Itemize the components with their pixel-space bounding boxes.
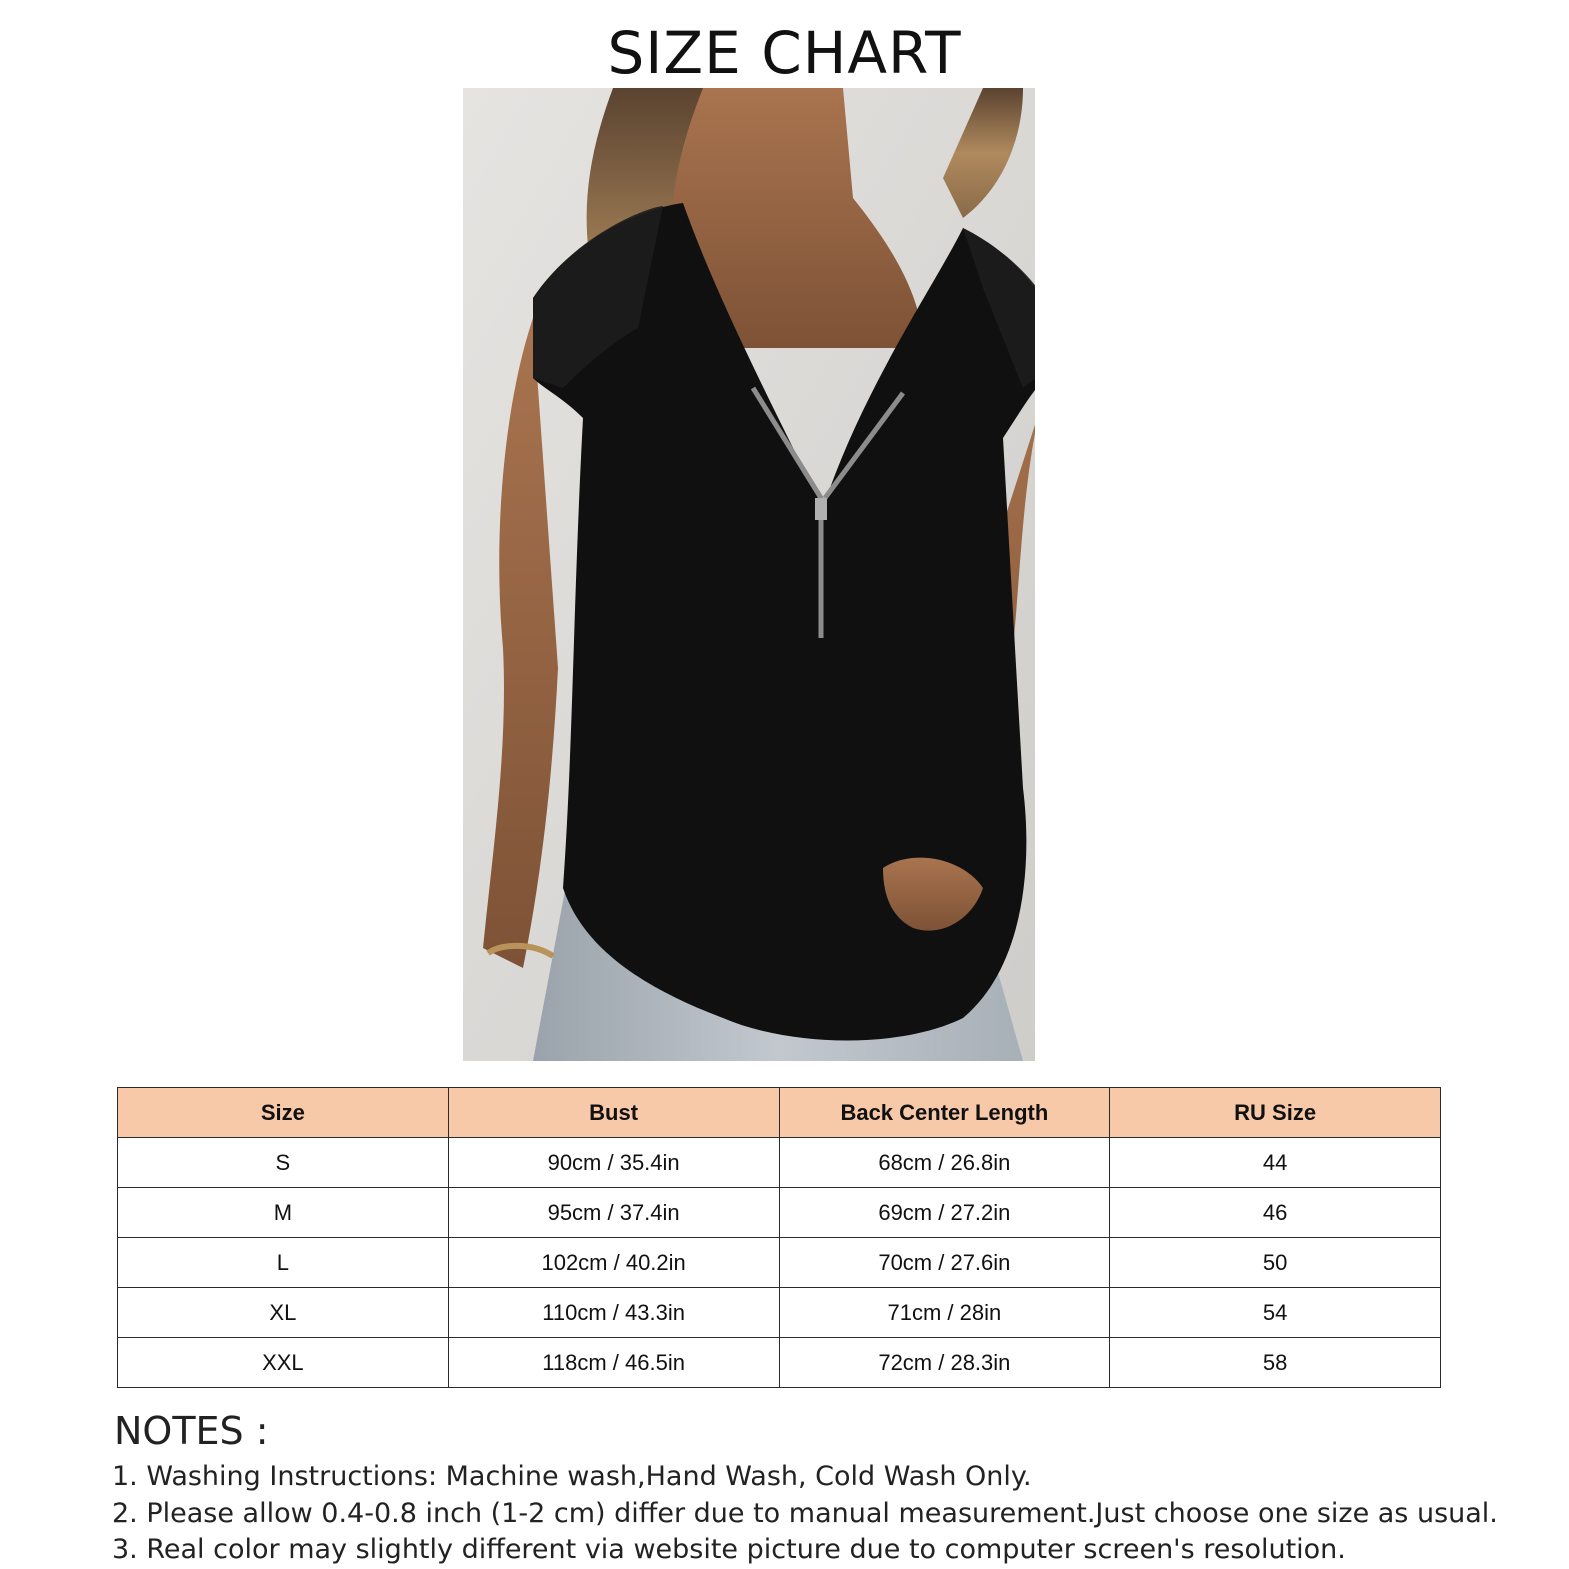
column-header-ru-size: RU Size [1110, 1088, 1441, 1138]
table-cell: 68cm / 26.8in [779, 1138, 1110, 1188]
table-cell: M [118, 1188, 449, 1238]
column-header-back-center-length: Back Center Length [779, 1088, 1110, 1138]
table-row [118, 1288, 1441, 1338]
table-cell: L [118, 1238, 449, 1288]
notes-list [112, 1459, 1498, 1569]
notes-heading: NOTES : [114, 1409, 269, 1453]
table-cell: 70cm / 27.6in [779, 1238, 1110, 1288]
size-table [117, 1087, 1441, 1388]
product-photo [463, 88, 1035, 1061]
table-cell: 110cm / 43.3in [448, 1288, 779, 1338]
table-cell: 71cm / 28in [779, 1288, 1110, 1338]
table-cell: 50 [1110, 1238, 1441, 1288]
table-cell: 44 [1110, 1138, 1441, 1188]
table-cell: 46 [1110, 1188, 1441, 1238]
table-cell: 72cm / 28.3in [779, 1338, 1110, 1388]
table-cell: 118cm / 46.5in [448, 1338, 779, 1388]
table-cell: 90cm / 35.4in [448, 1138, 779, 1188]
table-row [118, 1338, 1441, 1388]
note-item: 2. Please allow 0.4-0.8 inch (1-2 cm) differ due to manual measurement.Just choose one size as usual. [112, 1497, 1498, 1529]
column-header-size: Size [118, 1088, 449, 1138]
table-cell: 54 [1110, 1288, 1441, 1338]
table-row [118, 1138, 1441, 1188]
note-item: 3. Real color may slightly different via website picture due to computer screen's resolution. [112, 1534, 1346, 1565]
table-row [118, 1188, 1441, 1238]
table-cell: XXL [118, 1338, 449, 1388]
table-row [118, 1238, 1441, 1288]
note-item: 1. Washing Instructions: Machine wash,Hand Wash, Cold Wash Only. [112, 1461, 1032, 1492]
column-header-bust: Bust [448, 1088, 779, 1138]
table-cell: 102cm / 40.2in [448, 1238, 779, 1288]
table-cell: S [118, 1138, 449, 1188]
table-cell: 69cm / 27.2in [779, 1188, 1110, 1238]
table-cell: 95cm / 37.4in [448, 1188, 779, 1238]
table-cell: 58 [1110, 1338, 1441, 1388]
page-title: SIZE CHART [607, 19, 962, 87]
table-cell: XL [118, 1288, 449, 1338]
table-header-row [118, 1088, 1441, 1138]
